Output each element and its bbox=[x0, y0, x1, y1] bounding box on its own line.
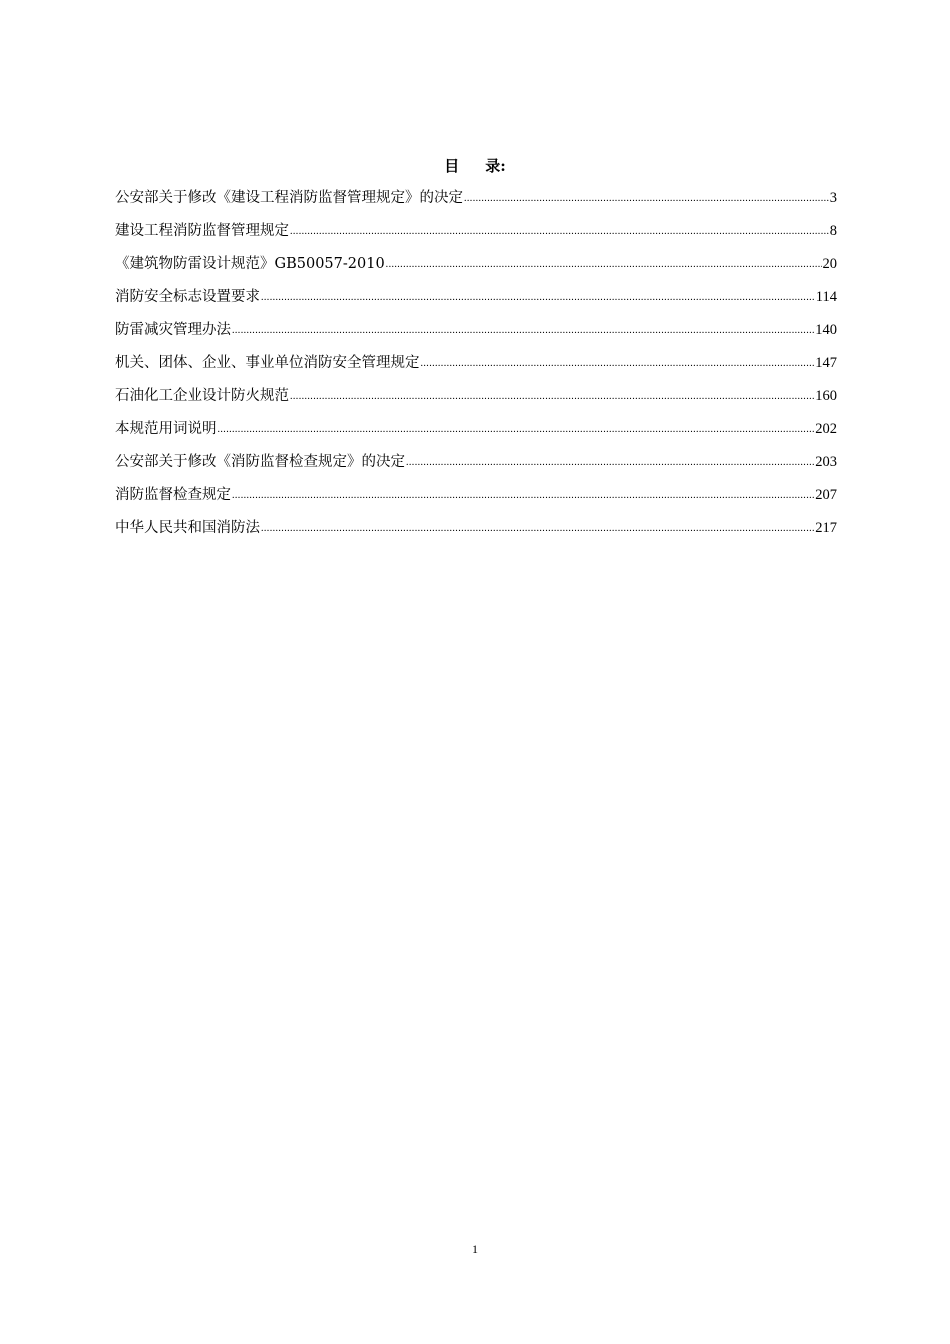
toc-entry-page: 3 bbox=[829, 190, 837, 206]
toc-entry-label: 建设工程消防监督管理规定 bbox=[115, 223, 289, 239]
toc-leader bbox=[218, 415, 815, 443]
toc-entry-label: 中华人民共和国消防法 bbox=[115, 520, 260, 536]
toc-entry[interactable] bbox=[115, 515, 837, 548]
toc-entry[interactable] bbox=[115, 284, 837, 317]
toc-leader bbox=[261, 283, 815, 311]
toc-entry-label: 防雷减灾管理办法 bbox=[115, 322, 231, 338]
toc-leader bbox=[232, 316, 814, 344]
toc-title-right: 录: bbox=[485, 157, 506, 175]
toc-entry-page: 217 bbox=[815, 520, 837, 536]
toc-entry[interactable] bbox=[115, 449, 837, 482]
toc-list bbox=[115, 185, 837, 548]
toc-entry-label: 石油化工企业设计防火规范 bbox=[115, 388, 289, 404]
toc-entry-page: 20 bbox=[822, 256, 837, 272]
toc-entry-label: 消防监督检查规定 bbox=[115, 487, 231, 503]
toc-entry-page: 140 bbox=[815, 322, 837, 338]
toc-leader bbox=[464, 184, 829, 212]
toc-entry-label: 《建筑物防雷设计规范》GB50057-2010 bbox=[115, 256, 385, 272]
toc-entry-label: 本规范用词说明 bbox=[115, 421, 217, 437]
toc-entry-label: 消防安全标志设置要求 bbox=[115, 289, 260, 305]
toc-entry-page: 203 bbox=[815, 454, 837, 470]
toc-entry[interactable] bbox=[115, 416, 837, 449]
toc-entry[interactable] bbox=[115, 251, 837, 284]
toc-leader bbox=[406, 448, 814, 476]
toc-entry[interactable] bbox=[115, 350, 837, 383]
toc-entry[interactable] bbox=[115, 185, 837, 218]
toc-entry-page: 202 bbox=[815, 421, 837, 437]
toc-leader bbox=[421, 349, 815, 377]
toc-entry-label: 公安部关于修改《消防监督检查规定》的决定 bbox=[115, 454, 405, 470]
toc-entry-page: 147 bbox=[815, 355, 837, 371]
toc-title bbox=[0, 155, 950, 176]
toc-entry-label: 公安部关于修改《建设工程消防监督管理规定》的决定 bbox=[115, 190, 463, 206]
toc-entry[interactable] bbox=[115, 383, 837, 416]
toc-entry-page: 114 bbox=[815, 289, 837, 305]
toc-entry[interactable] bbox=[115, 482, 837, 515]
toc-leader bbox=[290, 382, 814, 410]
toc-title-left: 目 bbox=[444, 157, 460, 175]
toc-entry-page: 160 bbox=[815, 388, 837, 404]
toc-leader bbox=[290, 217, 829, 245]
toc-entry-label: 机关、团体、企业、事业单位消防安全管理规定 bbox=[115, 355, 420, 371]
toc-entry[interactable] bbox=[115, 218, 837, 251]
toc-leader bbox=[386, 250, 822, 278]
toc-entry-page: 8 bbox=[829, 223, 837, 239]
page-number: 1 bbox=[472, 1242, 478, 1256]
toc-entry-page: 207 bbox=[815, 487, 837, 503]
toc-leader bbox=[261, 514, 814, 542]
toc-entry[interactable] bbox=[115, 317, 837, 350]
toc-leader bbox=[232, 481, 814, 509]
